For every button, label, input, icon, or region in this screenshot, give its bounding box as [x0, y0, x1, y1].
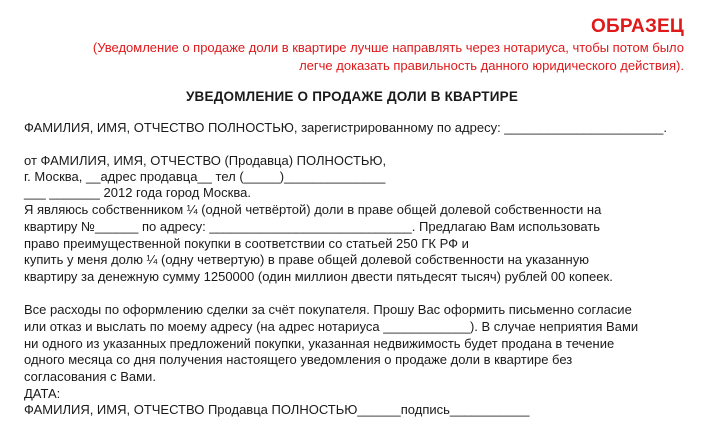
- body-line: квартиру за денежную сумму 1250000 (один миллион двести пятьдесят тысяч) рублей 00 копеек.: [24, 269, 613, 284]
- closing-line: Все расходы по оформлению сделки за счёт покупателя. Прошу Вас оформить письменно согласие: [24, 302, 632, 317]
- sender-line: г. Москва, __адрес продавца__ тел (_____)______________: [24, 169, 386, 184]
- closing-line: или отказ и выслать по моему адресу (на адрес нотариуса ____________). В случае неприятия Вами: [24, 319, 639, 334]
- closing-line: согласования с Вами.: [24, 369, 156, 384]
- closing-line: одного месяца со дня получения настоящего уведомления о продаже доли в квартире без: [24, 352, 573, 367]
- closing-line: ни одного из указанных предложений покупки, указанная недвижимость будет продана в течение: [24, 336, 615, 351]
- sample-title: ОБРАЗЕЦ: [590, 16, 684, 37]
- document-heading: УВЕДОМЛЕНИЕ О ПРОДАЖЕ ДОЛИ В КВАРТИРЕ: [185, 89, 519, 104]
- body-line: право преимущественной покупки в соответствии со статьей 250 ГК РФ и: [24, 236, 469, 251]
- sample-note: [24, 39, 684, 75]
- addressee-line: ФАМИЛИЯ, ИМЯ, ОТЧЕСТВО ПОЛНОСТЬЮ, зарегистрированному по адресу: ______________________.: [24, 120, 667, 135]
- sender-line: от ФАМИЛИЯ, ИМЯ, ОТЧЕСТВО (Продавца) ПОЛНОСТЬЮ,: [24, 153, 387, 168]
- body-line: Я являюсь собственником ¼ (одной четвёртой) доли в праве общей долевой собственности на: [24, 202, 602, 217]
- body-line: квартиру №______ по адресу: ____________________________. Предлагаю Вам использовать: [24, 219, 601, 234]
- body-line: купить у меня долю ¼ (одну четвертую) в праве общей долевой собственности на указанную: [24, 252, 589, 267]
- date-label: ДАТА:: [24, 386, 61, 401]
- sample-note-line: (Уведомление о продаже доли в квартире лучше направлять через нотариуса, чтобы потом было: [92, 40, 684, 55]
- sender-line: ___ _______ 2012 года город Москва.: [24, 185, 251, 200]
- signature-line: ФАМИЛИЯ, ИМЯ, ОТЧЕСТВО Продавца ПОЛНОСТЬЮ______подпись___________: [24, 402, 530, 417]
- sample-note-line: легче доказать правильность данного юридического действия).: [299, 58, 684, 73]
